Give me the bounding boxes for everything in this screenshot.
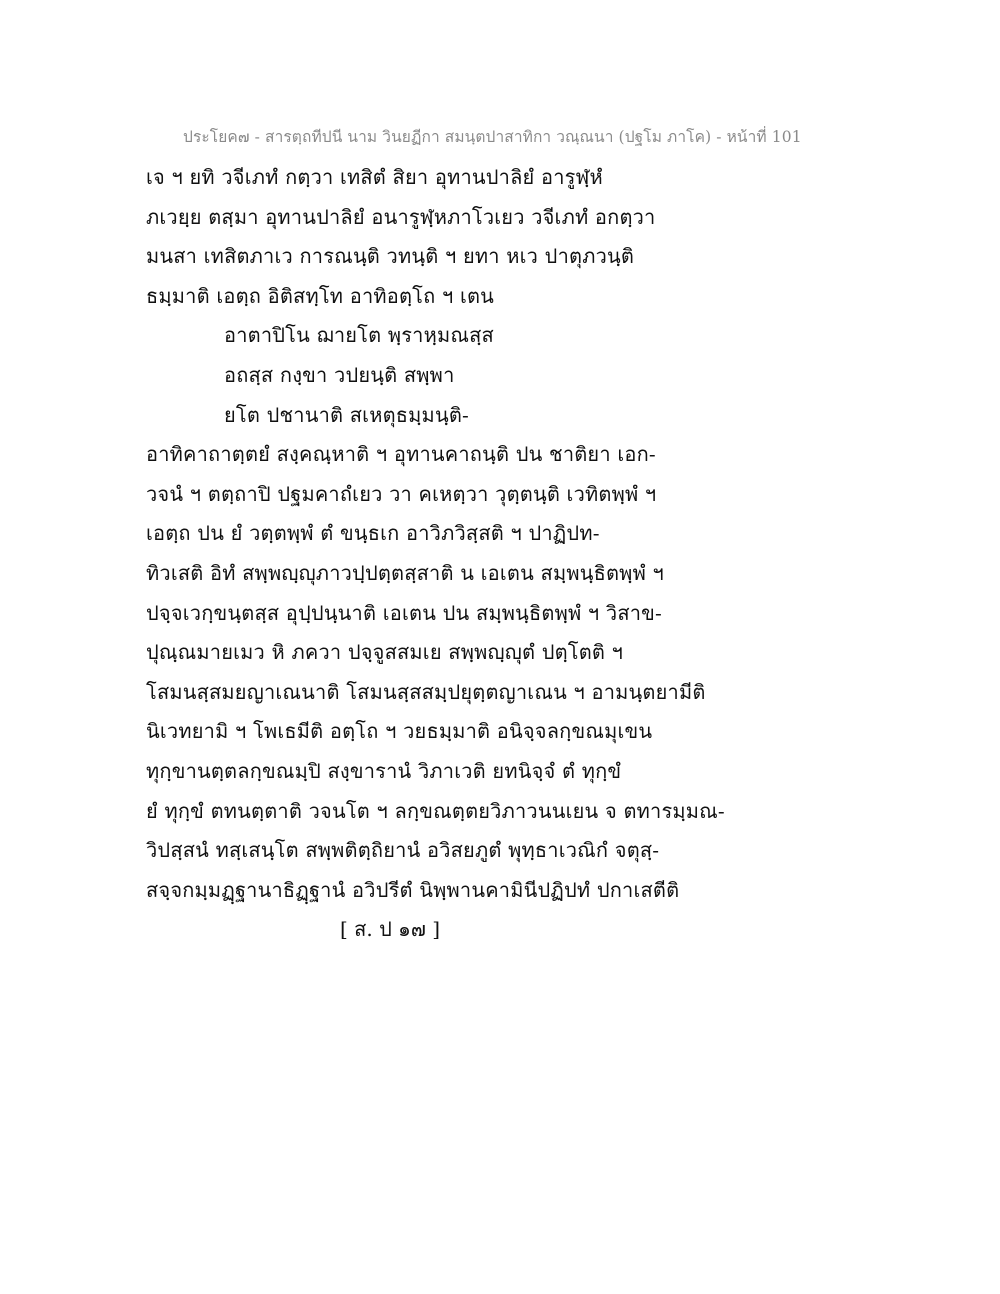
text-line: นิเวทยามิ ฯ โพเธมีติ อตฺโถ ฯ วยธมฺมาติ อนิจฺจลกฺขณมุเขน <box>146 719 653 744</box>
text-line: ทิวเสติ อิทํ สพฺพญฺญุภาวปฺปตฺตสฺสาติ น เอเตน สมฺพนฺธิตพฺพํ ฯ <box>146 560 664 585</box>
page-reference-footer: [ ส. ป ๑๗ ] <box>340 917 441 941</box>
text-line: ปุณฺณมายเมว หิ ภควา ปจฺจูสสมเย สพฺพญฺญุตํ ปตฺโตติ ฯ <box>146 640 624 665</box>
text-line: วิปสฺสนํ ทสฺเสนฺโต สพฺพติตฺถิยานํ อวิสยภูตํ พุทฺธาเวณิกํ จตุสฺ- <box>146 838 660 863</box>
text-line: ปจฺจเวกฺขนฺตสฺส อุปฺปนฺนาติ เอเตน ปน สมฺพนฺธิตพฺพํ ฯ วิสาข- <box>146 600 663 625</box>
verse-line: อาตาปิโน ฌายโต พฺราหฺมณสฺส <box>224 323 494 348</box>
verse-line: อถสฺส กงฺขา วปยนฺติ สพฺพา <box>224 362 455 387</box>
text-line: โสมนสฺสมยญาเณนาติ โสมนสฺสสมฺปยุตฺตญาเณน ฯ อามนฺตยามีติ <box>146 679 706 704</box>
text-line: ทุกฺขานตฺตลกฺขณมฺปิ สงฺขารานํ วิภาเวติ ยทนิจฺจํ ตํ ทุกฺขํ <box>146 758 622 783</box>
body-text <box>146 158 846 910</box>
text-line: ยํ ทุกฺขํ ตทนตฺตาติ วจนโต ฯ ลกฺขณตฺตยวิภาวนนเยน จ ตทารมฺมณ- <box>146 798 725 823</box>
text-line: สจฺจกมฺมฏฺฐานาธิฏฺฐานํ อวิปรีตํ นิพฺพานคามินีปฏิปทํ ปกาเสตีติ <box>146 877 680 902</box>
verse-line: ยโต ปชานาติ สเหตุธมฺมนฺติ- <box>224 402 469 427</box>
text-line: เจ ฯ ยทิ วจีเภทํ กตฺวา เทสิตํ สิยา อุทานปาลิยํ อารูฬฺหํ <box>146 165 603 189</box>
text-line: ภเวยฺย ตสฺมา อุทานปาลิยํ อนารูฬฺหภาโวเยว วจีเภทํ อกตฺวา <box>146 204 656 229</box>
text-line: ธมฺมาติ เอตฺถ อิติสทฺโท อาทิอตฺโถ ฯ เตน <box>146 283 495 308</box>
text-line: วจนํ ฯ ตตฺถาปิ ปฐมคาถํเยว วา คเหตฺวา วุตฺตนฺติ เวทิตพฺพํ ฯ <box>146 481 657 506</box>
text-line: เอตฺถ ปน ยํ วตฺตพฺพํ ตํ ขนฺธเก อาวิภวิสฺสติ ฯ ปาฏิปท- <box>146 521 600 546</box>
page-running-header: ประโยค๗ - สารตฺถทีปนี นาม วินยฏีกา สมนฺตปาสาทิกา วณฺณนา (ปฐโม ภาโค) - หน้าที่ 101 <box>183 128 802 146</box>
text-line: อาทิคาถาตฺตยํ สงฺคณฺหาติ ฯ อุทานคาถนฺติ ปน ชาติยา เอก- <box>146 442 656 467</box>
text-line: มนสา เทสิตภาเว การณนฺติ วทนฺติ ฯ ยทา หเว ปาตุภวนฺติ <box>146 244 635 269</box>
